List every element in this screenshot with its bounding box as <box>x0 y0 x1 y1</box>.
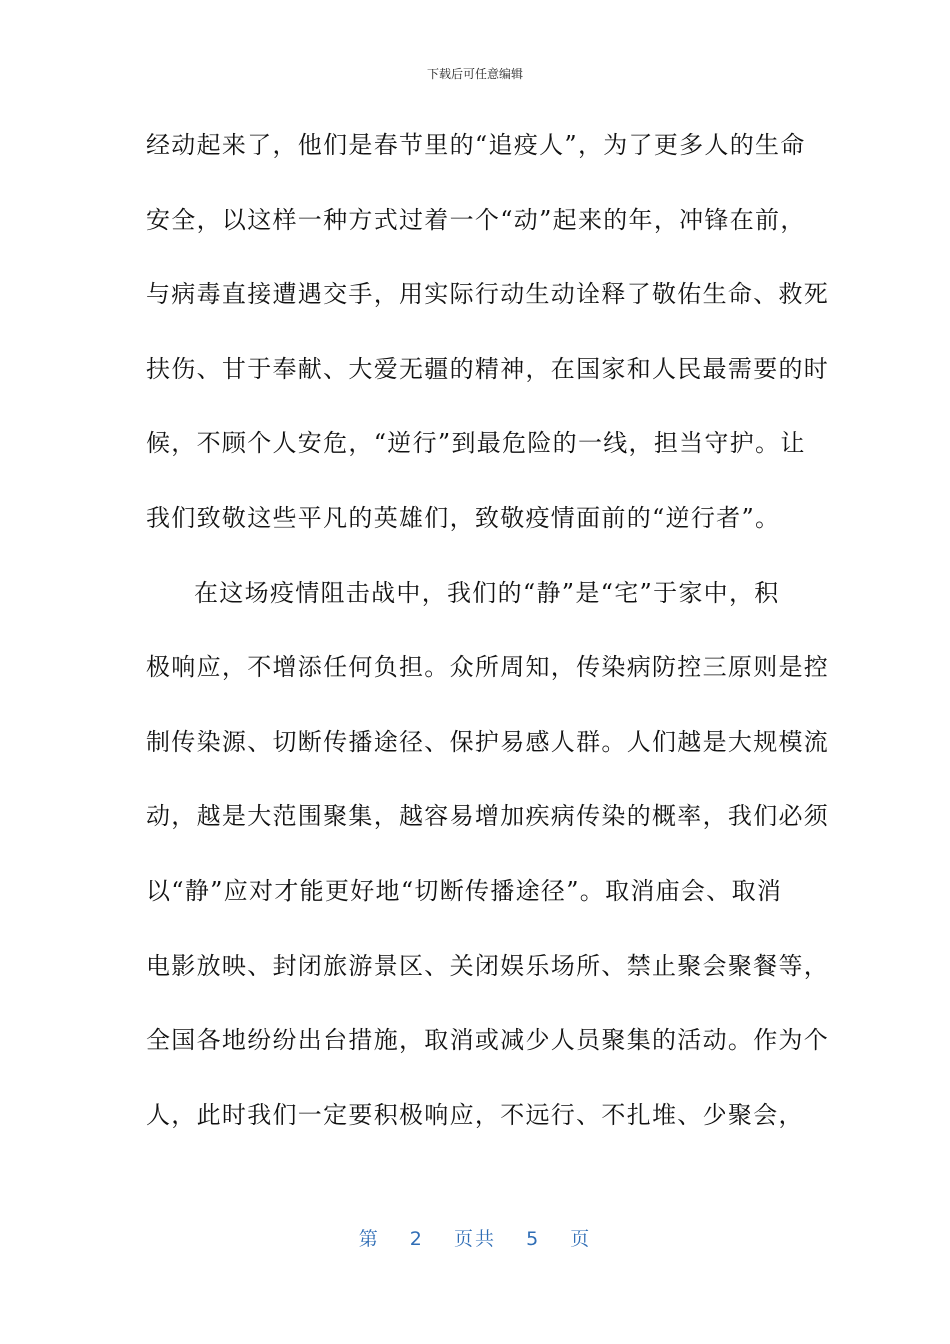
paragraph-line: 电影放映、封闭旅游景区、关闭娱乐场所、禁止聚会聚餐等， <box>146 951 830 980</box>
paragraph-line: 扶伤、甘于奉献、大爱无疆的精神，在国家和人民最需要的时 <box>146 354 830 383</box>
paragraph-line: 极响应，不增添任何负担。众所周知，传染病防控三原则是控 <box>146 653 830 682</box>
page-header-note: 下载后可任意编辑 <box>426 67 523 81</box>
paragraph-line: 经动起来了，他们是春节里的“追疫人”，为了更多人的生命 <box>146 131 806 159</box>
paragraph-line: 全国各地纷纷出台措施，取消或减少人员聚集的活动。作为个 <box>146 1026 830 1055</box>
page-number-footer <box>0 1226 950 1252</box>
paragraph-line: 以“静”应对才能更好地“切断传播途径”。取消庙会、取消 <box>146 876 783 905</box>
paragraph-line: 候，不顾个人安危，“逆行”到最危险的一线，担当守护。让 <box>146 429 806 458</box>
paragraph-line: 与病毒直接遭遇交手，用实际行动生动诠释了敬佑生命、救死 <box>146 280 830 309</box>
paragraph-line: 我们致敬这些平凡的英雄们，致敬疫情面前的“逆行者”。 <box>146 503 781 532</box>
paragraph-line: 人，此时我们一定要积极响应，不远行、不扎堆、少聚会， <box>146 1100 804 1129</box>
paragraph-line: 安全，以这样一种方式过着一个“动”起来的年，冲锋在前， <box>146 205 806 234</box>
paragraph-line: 制传染源、切断传播途径、保护易感人群。人们越是大规模流 <box>146 727 830 756</box>
footer-middle: 页共 <box>453 1228 496 1250</box>
document-body <box>146 120 830 1164</box>
footer-suffix: 页 <box>570 1228 592 1250</box>
paragraph-first-line: 在这场疫情阻击战中，我们的“静”是“宅”于家中，积 <box>194 578 780 607</box>
total-pages-number: 5 <box>526 1228 541 1250</box>
footer-prefix: 第 <box>358 1228 380 1250</box>
current-page-number: 2 <box>409 1228 424 1250</box>
paragraph-line: 动，越是大范围聚集，越容易增加疾病传染的概率，我们必须 <box>146 802 830 831</box>
